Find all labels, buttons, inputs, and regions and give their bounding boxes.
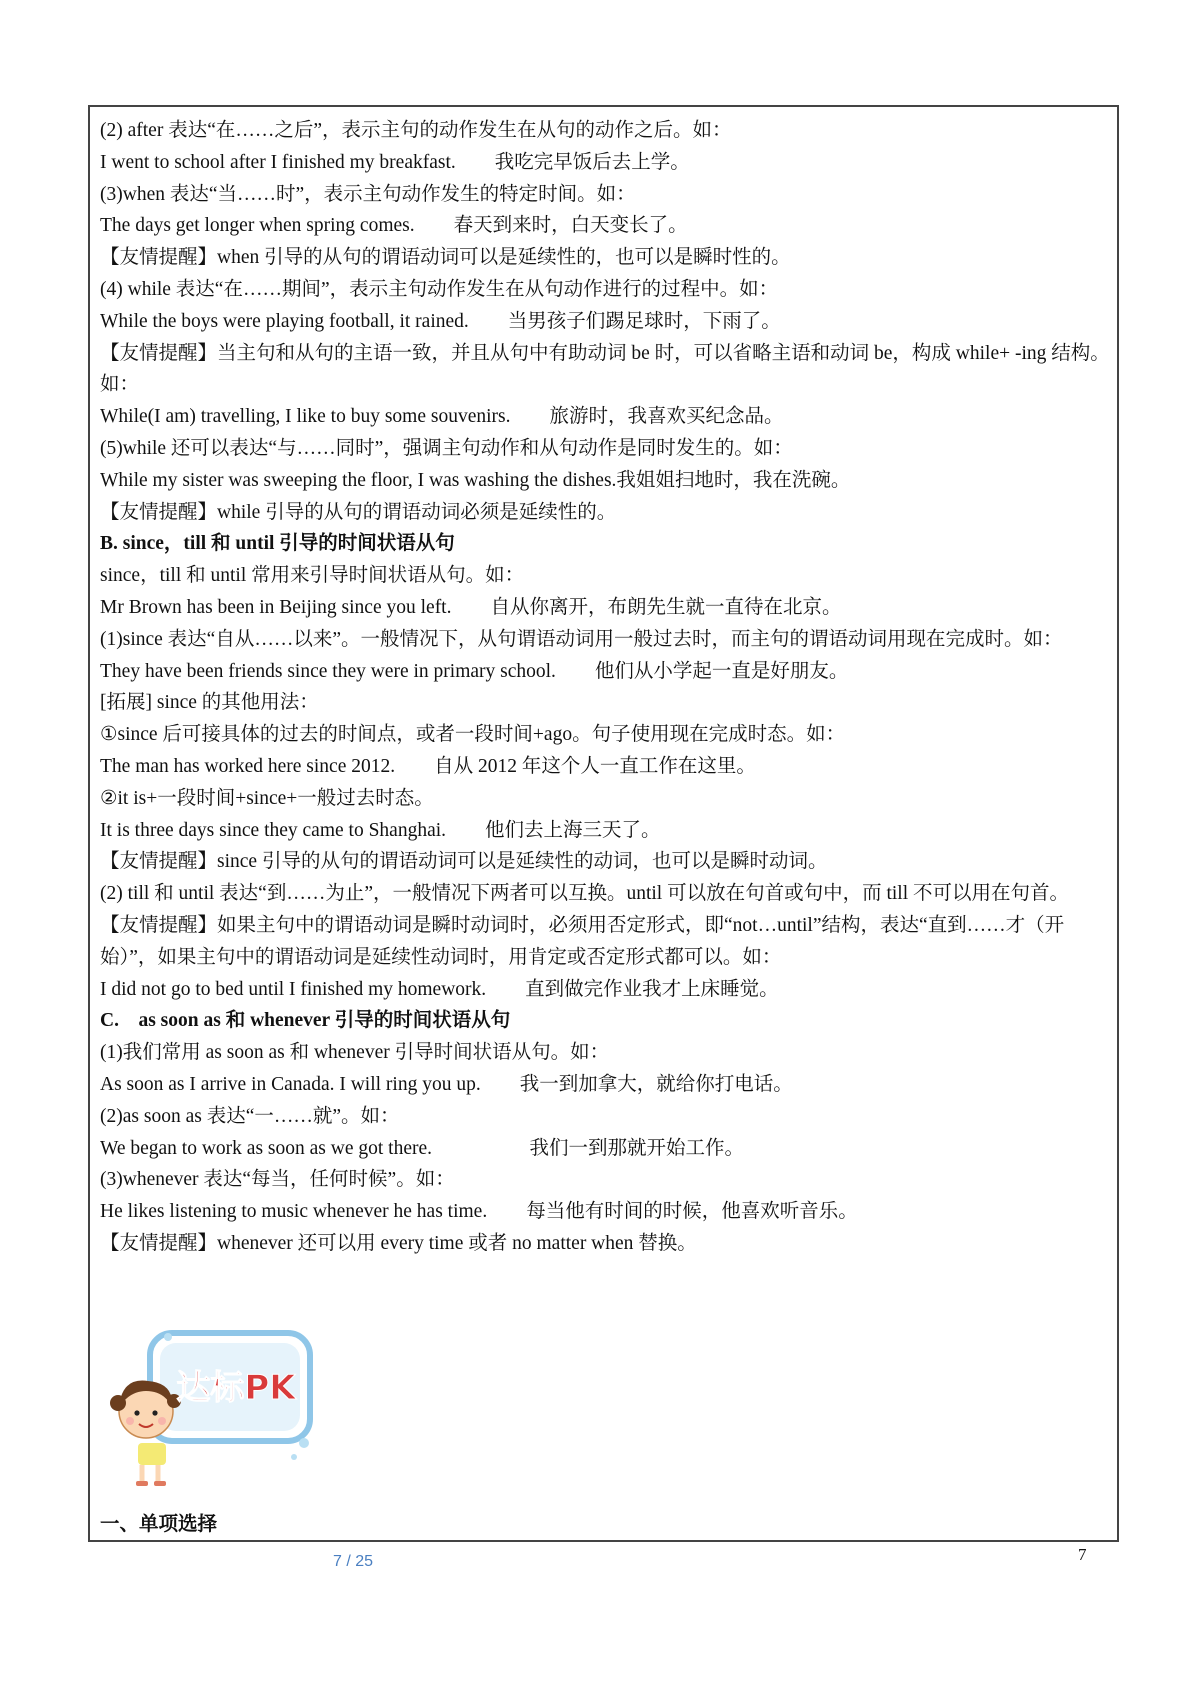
page-indicator: 7 / 25: [333, 1553, 374, 1570]
document-body: [100, 115, 1110, 1260]
girl-dress: [138, 1443, 166, 1465]
text-line: (3)whenever 表达“每当，任何时候”。如：: [100, 1169, 455, 1191]
text-line: [拓展] since 的其他用法：: [100, 692, 319, 714]
text-line: (3)when 表达“当……时”，表示主句动作发生的特定时间。如：: [100, 183, 636, 205]
text-line: ②it is+一段时间+since+一般过去时态。: [100, 787, 434, 809]
text-line: They have been friends since they were in primary school. 他们从小学起一直是好朋友。: [100, 660, 849, 682]
text-line: since，till 和 until 常用来引导时间状语从句。如：: [100, 565, 525, 587]
subheading-b: B. since，till 和 until 引导的时间状语从句: [100, 533, 455, 555]
page-number: 7: [1078, 1545, 1087, 1564]
text-line: As soon as I arrive in Canada. I will ring you up. 我一到加拿大，就给你打电话。: [100, 1073, 793, 1095]
text-line: (2) till 和 until 表达“到……为止”，一般情况下两者可以互换。until 可以放在句首或句中，而 till 不可以用在句首。: [100, 883, 1070, 905]
text-line: 【友情提醒】当主句和从句的主语一致，并且从句中有助动词 be 时，可以省略主语和动词 be，构成 while+ -ing 结构。如：: [100, 342, 1110, 396]
text-line: While(I am) travelling, I like to buy some souvenirs. 旅游时，我喜欢买纪念品。: [100, 406, 784, 428]
section-title: 一、单项选择: [100, 1514, 218, 1535]
text-line: I went to school after I finished my breakfast. 我吃完早饭后去上学。: [100, 151, 690, 173]
text-line: While my sister was sweeping the floor, I was washing the dishes.我姐姐扫地时，我在洗碗。: [100, 469, 851, 491]
text-line: (1)我们常用 as soon as 和 whenever 引导时间状语从句。如：: [100, 1042, 610, 1064]
text-line: 【友情提醒】when 引导的从句的谓语动词可以是延续性的，也可以是瞬时性的。: [100, 247, 791, 269]
text-line: While the boys were playing football, it rained. 当男孩子们踢足球时，下雨了。: [100, 310, 781, 332]
badge-text: 达标PK: [176, 1368, 296, 1408]
text-line: 【友情提醒】since 引导的从句的谓语动词可以是延续性的动词，也可以是瞬时动词。: [100, 851, 828, 873]
mascot-badge-illustration: [108, 1325, 323, 1490]
text-line: (2)as soon as 表达“一……就”。如：: [100, 1105, 400, 1127]
text-line: We began to work as soon as we got there. 我们一到那就开始工作。: [100, 1137, 745, 1159]
text-line: (4) while 表达“在……期间”，表示主句动作发生在从句动作进行的过程中。如：: [100, 278, 779, 300]
text-line: I did not go to bed until I finished my homework. 直到做完作业我才上床睡觉。: [100, 978, 779, 1000]
text-line: 【友情提醒】如果主句中的谓语动词是瞬时动词时，必须用否定形式，即“not…until”结构，表达“直到……才（开始）”，如果主句中的谓语动词是延续性动词时，用肯定或否定形式都可以。如：: [100, 914, 1065, 968]
text-line: (5)while 还可以表达“与……同时”，强调主句动作和从句动作是同时发生的。如：: [100, 437, 793, 459]
text-line: The days get longer when spring comes. 春天到来时，白天变长了。: [100, 215, 688, 237]
text-line: The man has worked here since 2012. 自从 2012 年这个人一直工作在这里。: [100, 755, 756, 777]
text-line: 【友情提醒】whenever 还可以用 every time 或者 no matter when 替换。: [100, 1232, 697, 1254]
text-line: 【友情提醒】while 引导的从句的谓语动词必须是延续性的。: [100, 501, 617, 523]
text-line: Mr Brown has been in Beijing since you left. 自从你离开，布朗先生就一直待在北京。: [100, 596, 842, 618]
text-line: (1)since 表达“自从……以来”。一般情况下，从句谓语动词用一般过去时，而主句的谓语动词用现在完成时。如：: [100, 628, 1063, 650]
text-line: He likes listening to music whenever he has time. 每当他有时间的时候，他喜欢听音乐。: [100, 1201, 858, 1223]
text-line: (2) after 表达“在……之后”，表示主句的动作发生在从句的动作之后。如：: [100, 120, 732, 141]
text-line: ①since 后可接具体的过去的时间点，或者一段时间+ago。句子使用现在完成时态。如：: [100, 724, 846, 746]
subheading-c: C. as soon as 和 whenever 引导的时间状语从句: [100, 1010, 511, 1032]
text-line: It is three days since they came to Shanghai. 他们去上海三天了。: [100, 819, 661, 841]
